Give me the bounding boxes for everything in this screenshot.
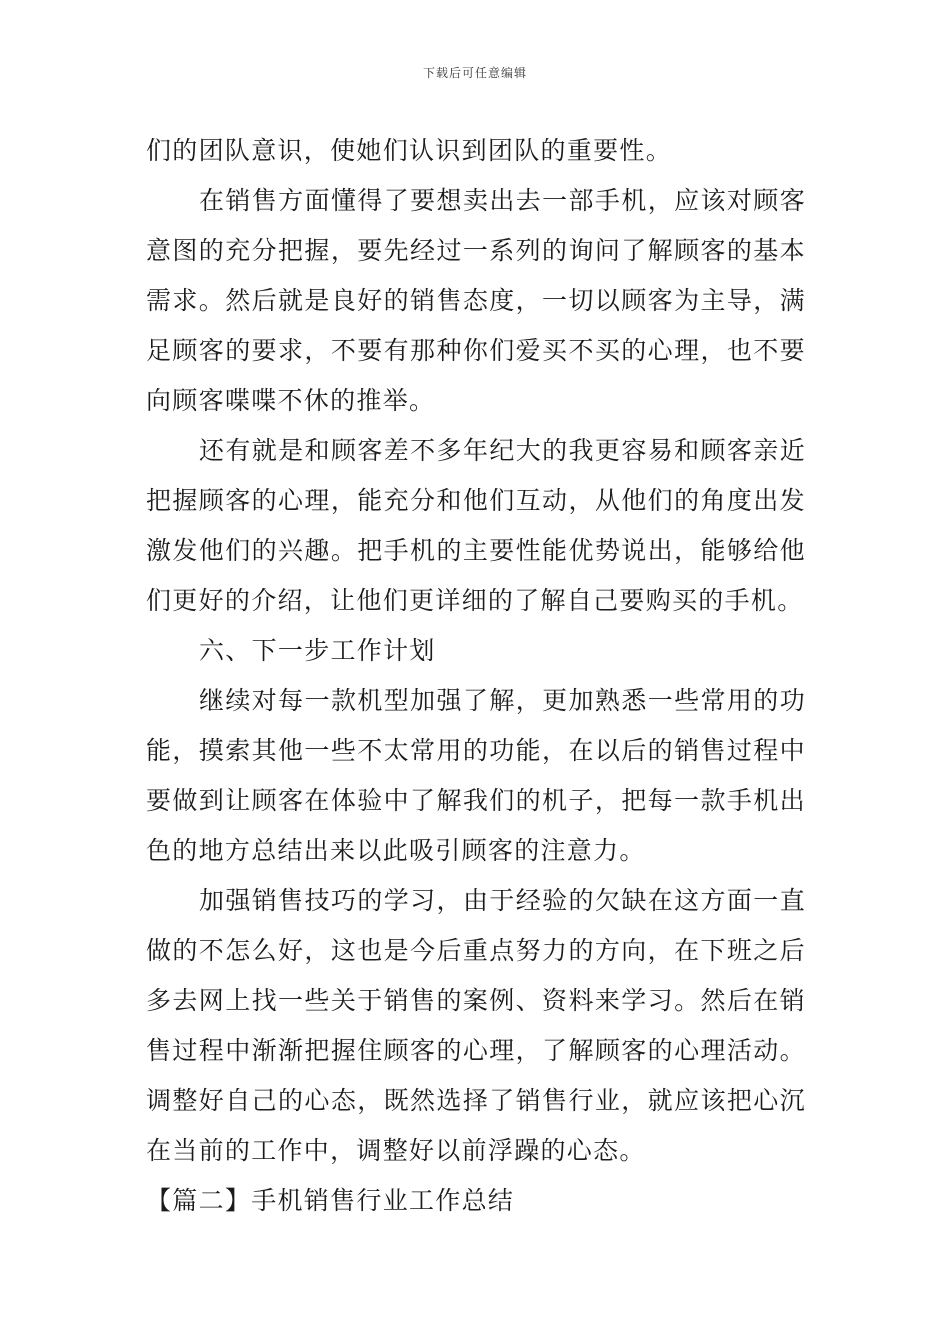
paragraph-sales-understanding: 在销售方面懂得了要想卖出去一部手机，应该对顾客意图的充分把握，要先经过一系列的询问了解顾客的基本需求。然后就是良好的销售态度，一切以顾客为主导，满足顾客的要求，不要有那种你们爱买不买的心理，也不要向顾客喋喋不休的推举。 bbox=[146, 186, 806, 415]
paragraph-customer-rapport: 还有就是和顾客差不多年纪大的我更容易和顾客亲近把握顾客的心理，能充分和他们互动，从他们的角度出发激发他们的兴趣。把手机的主要性能优势说出，能够给他们更好的介绍，让他们更详细的了解自己要购买的手机。 bbox=[146, 436, 806, 615]
document-body bbox=[146, 126, 806, 1226]
part-heading-two: 【篇二】手机销售行业工作总结 bbox=[146, 1186, 515, 1215]
paragraph-learn-models: 继续对每一款机型加强了解，更加熟悉一些常用的功能，摸索其他一些不太常用的功能，在以后的销售过程中要做到让顾客在体验中了解我们的机子，把每一款手机出色的地方总结出来以此吸引顾客的注意力。 bbox=[146, 686, 806, 865]
paragraph-continuation: 们的团队意识，使她们认识到团队的重要性。 bbox=[146, 136, 673, 165]
section-heading-next-plan: 六、下一步工作计划 bbox=[199, 636, 436, 665]
paragraph-sales-skills: 加强销售技巧的学习，由于经验的欠缺在这方面一直做的不怎么好，这也是今后重点努力的方向，在下班之后多去网上找一些关于销售的案例、资料来学习。然后在销售过程中渐渐把握住顾客的心理，了解顾客的心理活动。调整好自己的心态，既然选择了销售行业，就应该把心沉在当前的工作中，调整好以前浮躁的心态。 bbox=[146, 886, 806, 1165]
header-note: 下载后可任意编辑 bbox=[422, 66, 527, 80]
